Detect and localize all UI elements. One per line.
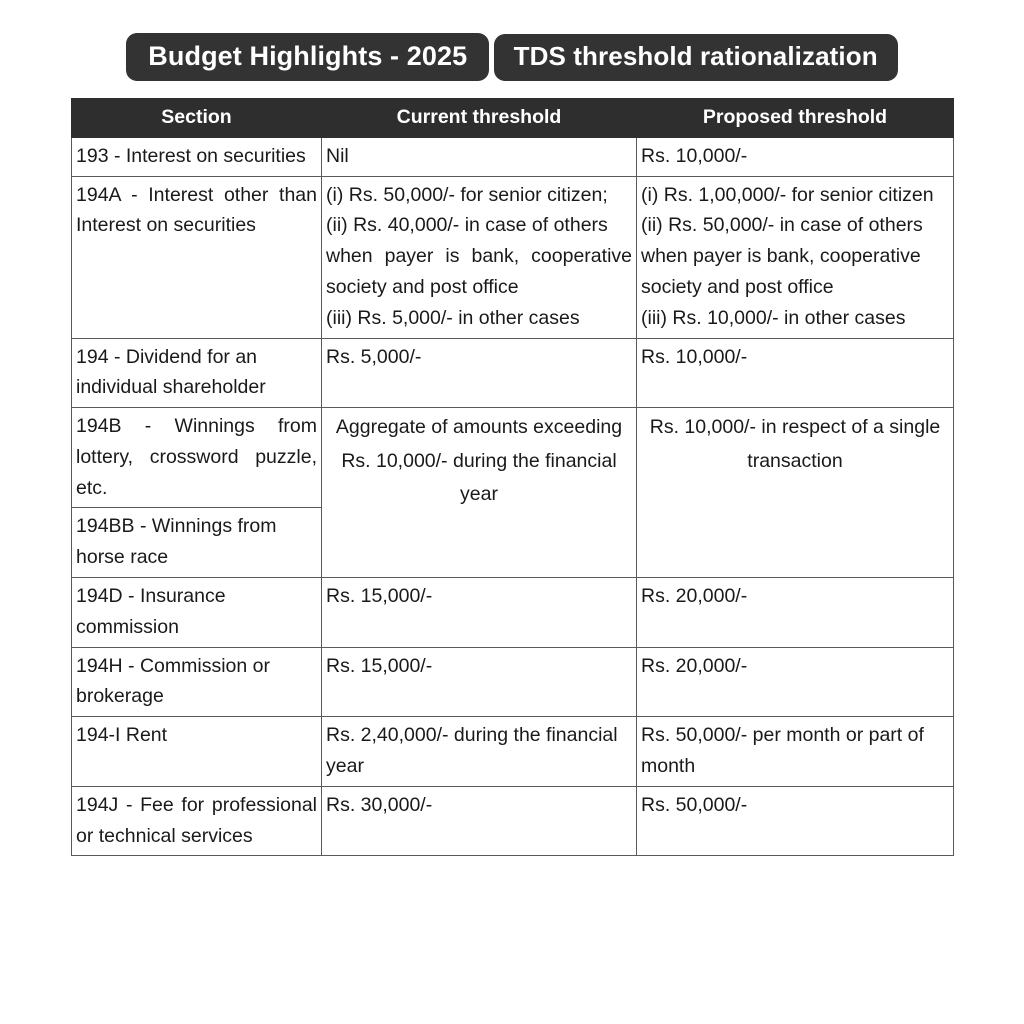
cell-section: 194B - Winnings from lottery, crossword puzzle, etc. (72, 408, 322, 508)
table-body (72, 137, 954, 856)
main-title-badge: Budget Highlights - 2025 (126, 33, 489, 81)
cell-proposed-threshold: Rs. 10,000/- (637, 137, 954, 176)
header-row (72, 99, 954, 137)
cell-proposed-threshold: Rs. 20,000/- (637, 578, 954, 648)
table-row (72, 338, 954, 408)
column-header-proposed-threshold: Proposed threshold (637, 99, 954, 137)
cell-proposed-threshold: Rs. 20,000/- (637, 647, 954, 717)
cell-section: 194 - Dividend for an individual shareholder (72, 338, 322, 408)
cell-current-threshold: Rs. 5,000/- (322, 338, 637, 408)
threshold-line: (i) Rs. 50,000/- for senior citizen; (326, 183, 608, 206)
cell-section: 194-I Rent (72, 717, 322, 787)
tds-threshold-table (71, 98, 954, 856)
cell-section: 193 - Interest on securities (72, 137, 322, 176)
cell-current-threshold: Nil (322, 137, 637, 176)
cell-section: 194BB - Winnings from horse race (72, 508, 322, 578)
table-row (72, 176, 954, 338)
cell-current-threshold: Rs. 2,40,000/- during the financial year (322, 717, 637, 787)
cell-proposed-threshold: Rs. 50,000/- per month or part of month (637, 717, 954, 787)
cell-current-threshold (322, 176, 637, 338)
threshold-line: when payer is bank, cooperative (641, 245, 921, 268)
subtitle-badge: TDS threshold rationalization (494, 34, 898, 81)
cell-section: 194H - Commission or brokerage (72, 647, 322, 717)
cell-proposed-threshold (637, 176, 954, 338)
threshold-line: when payer is bank, cooperative society and post office (326, 245, 632, 298)
table-row (72, 578, 954, 648)
table-row (72, 786, 954, 856)
table-container (71, 98, 953, 856)
cell-proposed-threshold: Rs. 10,000/- (637, 338, 954, 408)
cell-current-threshold: Rs. 15,000/- (322, 578, 637, 648)
cell-section: 194A - Interest other than Interest on securities (72, 176, 322, 338)
table-row (72, 408, 954, 508)
threshold-line: society and post office (641, 275, 834, 298)
table-header (72, 99, 954, 137)
threshold-line: (ii) Rs. 40,000/- in case of others (326, 214, 608, 237)
cell-current-threshold-merged: Aggregate of amounts exceeding Rs. 10,000/- during the financial year (322, 408, 637, 578)
table-row (72, 137, 954, 176)
table-row (72, 647, 954, 717)
threshold-line: (iii) Rs. 5,000/- in other cases (326, 306, 580, 329)
threshold-line: (i) Rs. 1,00,000/- for senior citizen (641, 183, 934, 206)
cell-section: 194J - Fee for professional or technical services (72, 786, 322, 856)
cell-current-threshold: Rs. 30,000/- (322, 786, 637, 856)
column-header-section: Section (72, 99, 322, 137)
threshold-line: (iii) Rs. 10,000/- in other cases (641, 306, 906, 329)
title-block (0, 0, 1024, 81)
table-row (72, 717, 954, 787)
cell-current-threshold: Rs. 15,000/- (322, 647, 637, 717)
cell-proposed-threshold-merged: Rs. 10,000/- in respect of a single transaction (637, 408, 954, 578)
threshold-line: (ii) Rs. 50,000/- in case of others (641, 214, 923, 237)
cell-proposed-threshold: Rs. 50,000/- (637, 786, 954, 856)
cell-section: 194D - Insurance commission (72, 578, 322, 648)
column-header-current-threshold: Current threshold (322, 99, 637, 137)
